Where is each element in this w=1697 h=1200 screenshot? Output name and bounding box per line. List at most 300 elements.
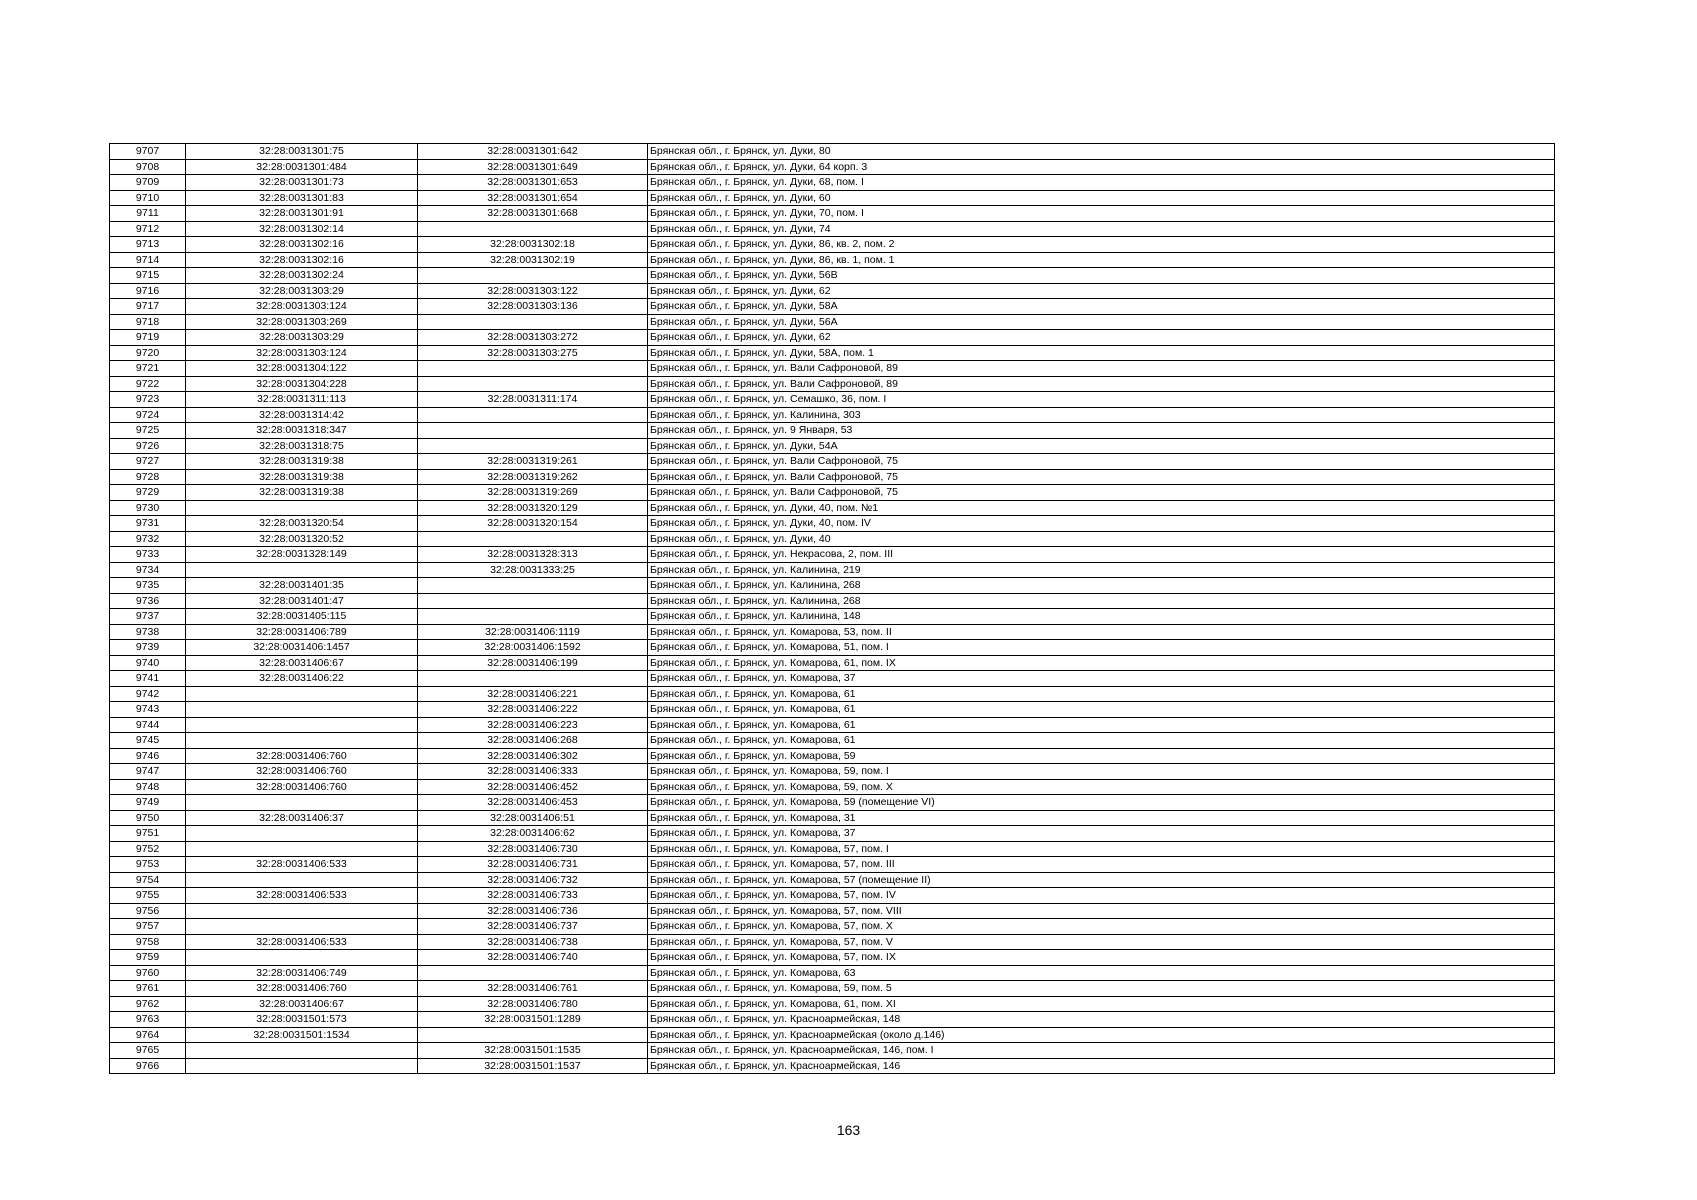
cadastral-number-cell (186, 1043, 418, 1059)
table-row (110, 717, 1555, 733)
address-cell: Брянская обл., г. Брянск, ул. Дуки, 40, пом. №1 (648, 500, 1555, 516)
cadastral-number-cell: 32:28:0031301:91 (186, 206, 418, 222)
row-number-cell: 9735 (110, 578, 186, 594)
row-number-cell: 9723 (110, 392, 186, 408)
cadastral-number-cell: 32:28:0031406:760 (186, 981, 418, 997)
object-cadastral-number-cell (418, 531, 648, 547)
address-cell: Брянская обл., г. Брянск, ул. Комарова, 57, пом. X (648, 919, 1555, 935)
object-cadastral-number-cell (418, 671, 648, 687)
table-row (110, 779, 1555, 795)
row-number-cell: 9766 (110, 1058, 186, 1074)
row-number-cell: 9758 (110, 934, 186, 950)
address-cell: Брянская обл., г. Брянск, ул. Комарова, 61 (648, 717, 1555, 733)
table-row (110, 1043, 1555, 1059)
row-number-cell: 9742 (110, 686, 186, 702)
row-number-cell: 9725 (110, 423, 186, 439)
address-cell: Брянская обл., г. Брянск, ул. 9 Января, 53 (648, 423, 1555, 439)
row-number-cell: 9709 (110, 175, 186, 191)
object-cadastral-number-cell: 32:28:0031303:275 (418, 345, 648, 361)
page-number: 163 (836, 1122, 861, 1138)
table-row (110, 330, 1555, 346)
cadastral-number-cell: 32:28:0031401:35 (186, 578, 418, 594)
cadastral-number-cell: 32:28:0031406:760 (186, 764, 418, 780)
row-number-cell: 9734 (110, 562, 186, 578)
row-number-cell: 9731 (110, 516, 186, 532)
row-number-cell: 9720 (110, 345, 186, 361)
cadastral-number-cell: 32:28:0031301:484 (186, 159, 418, 175)
table-row (110, 609, 1555, 625)
object-cadastral-number-cell: 32:28:0031406:1119 (418, 624, 648, 640)
object-cadastral-number-cell: 32:28:0031406:730 (418, 841, 648, 857)
registry-table-body (110, 144, 1555, 1074)
object-cadastral-number-cell (418, 314, 648, 330)
cadastral-number-cell: 32:28:0031406:533 (186, 934, 418, 950)
table-row (110, 826, 1555, 842)
row-number-cell: 9749 (110, 795, 186, 811)
row-number-cell: 9746 (110, 748, 186, 764)
object-cadastral-number-cell (418, 965, 648, 981)
cadastral-number-cell (186, 733, 418, 749)
address-cell: Брянская обл., г. Брянск, ул. Дуки, 62 (648, 330, 1555, 346)
cadastral-number-cell: 32:28:0031319:38 (186, 469, 418, 485)
table-row (110, 407, 1555, 423)
object-cadastral-number-cell (418, 221, 648, 237)
object-cadastral-number-cell: 32:28:0031319:262 (418, 469, 648, 485)
object-cadastral-number-cell (418, 407, 648, 423)
object-cadastral-number-cell: 32:28:0031406:222 (418, 702, 648, 718)
object-cadastral-number-cell: 32:28:0031406:731 (418, 857, 648, 873)
table-row (110, 423, 1555, 439)
row-number-cell: 9751 (110, 826, 186, 842)
table-row (110, 252, 1555, 268)
address-cell: Брянская обл., г. Брянск, ул. Дуки, 70, пом. I (648, 206, 1555, 222)
object-cadastral-number-cell: 32:28:0031328:313 (418, 547, 648, 563)
address-cell: Брянская обл., г. Брянск, ул. Красноармейская, 148 (648, 1012, 1555, 1028)
address-cell: Брянская обл., г. Брянск, ул. Некрасова, 2, пом. III (648, 547, 1555, 563)
object-cadastral-number-cell: 32:28:0031303:136 (418, 299, 648, 315)
object-cadastral-number-cell: 32:28:0031406:268 (418, 733, 648, 749)
object-cadastral-number-cell: 32:28:0031319:269 (418, 485, 648, 501)
table-row (110, 531, 1555, 547)
cadastral-number-cell: 32:28:0031301:75 (186, 144, 418, 160)
row-number-cell: 9752 (110, 841, 186, 857)
cadastral-number-cell: 32:28:0031401:47 (186, 593, 418, 609)
address-cell: Брянская обл., г. Брянск, ул. Комарова, 59 (помещение VI) (648, 795, 1555, 811)
address-cell: Брянская обл., г. Брянск, ул. Комарова, 57, пом. V (648, 934, 1555, 950)
object-cadastral-number-cell: 32:28:0031406:452 (418, 779, 648, 795)
row-number-cell: 9716 (110, 283, 186, 299)
address-cell: Брянская обл., г. Брянск, ул. Дуки, 40, пом. IV (648, 516, 1555, 532)
object-cadastral-number-cell: 32:28:0031406:761 (418, 981, 648, 997)
table-row (110, 671, 1555, 687)
address-cell: Брянская обл., г. Брянск, ул. Вали Сафроновой, 75 (648, 485, 1555, 501)
row-number-cell: 9748 (110, 779, 186, 795)
table-row (110, 578, 1555, 594)
registry-table (109, 143, 1555, 1074)
row-number-cell: 9744 (110, 717, 186, 733)
table-row (110, 934, 1555, 950)
object-cadastral-number-cell (418, 423, 648, 439)
row-number-cell: 9763 (110, 1012, 186, 1028)
cadastral-number-cell: 32:28:0031328:149 (186, 547, 418, 563)
row-number-cell: 9729 (110, 485, 186, 501)
table-row (110, 593, 1555, 609)
object-cadastral-number-cell: 32:28:0031301:654 (418, 190, 648, 206)
cadastral-number-cell (186, 903, 418, 919)
cadastral-number-cell: 32:28:0031303:124 (186, 299, 418, 315)
object-cadastral-number-cell: 32:28:0031406:736 (418, 903, 648, 919)
table-row (110, 345, 1555, 361)
object-cadastral-number-cell: 32:28:0031333:25 (418, 562, 648, 578)
object-cadastral-number-cell: 32:28:0031301:653 (418, 175, 648, 191)
object-cadastral-number-cell: 32:28:0031406:223 (418, 717, 648, 733)
table-row (110, 485, 1555, 501)
cadastral-number-cell: 32:28:0031405:115 (186, 609, 418, 625)
cadastral-number-cell (186, 826, 418, 842)
row-number-cell: 9737 (110, 609, 186, 625)
row-number-cell: 9754 (110, 872, 186, 888)
table-row (110, 562, 1555, 578)
object-cadastral-number-cell: 32:28:0031406:780 (418, 996, 648, 1012)
table-row (110, 810, 1555, 826)
cadastral-number-cell: 32:28:0031406:67 (186, 655, 418, 671)
table-row (110, 624, 1555, 640)
cadastral-number-cell (186, 562, 418, 578)
table-row (110, 392, 1555, 408)
row-number-cell: 9718 (110, 314, 186, 330)
row-number-cell: 9750 (110, 810, 186, 826)
row-number-cell: 9717 (110, 299, 186, 315)
object-cadastral-number-cell: 32:28:0031302:18 (418, 237, 648, 253)
row-number-cell: 9707 (110, 144, 186, 160)
table-row (110, 640, 1555, 656)
address-cell: Брянская обл., г. Брянск, ул. Дуки, 64 корп. 3 (648, 159, 1555, 175)
address-cell: Брянская обл., г. Брянск, ул. Комарова, 57, пом. I (648, 841, 1555, 857)
table-row (110, 841, 1555, 857)
table-row (110, 903, 1555, 919)
table-row (110, 686, 1555, 702)
address-cell: Брянская обл., г. Брянск, ул. Калинина, 303 (648, 407, 1555, 423)
cadastral-number-cell (186, 950, 418, 966)
cadastral-number-cell (186, 702, 418, 718)
address-cell: Брянская обл., г. Брянск, ул. Вали Сафроновой, 89 (648, 376, 1555, 392)
object-cadastral-number-cell (418, 578, 648, 594)
table-row (110, 268, 1555, 284)
address-cell: Брянская обл., г. Брянск, ул. Красноармейская (около д.146) (648, 1027, 1555, 1043)
table-row (110, 376, 1555, 392)
cadastral-number-cell: 32:28:0031303:29 (186, 283, 418, 299)
table-row (110, 500, 1555, 516)
cadastral-number-cell (186, 795, 418, 811)
cadastral-number-cell: 32:28:0031406:533 (186, 857, 418, 873)
row-number-cell: 9715 (110, 268, 186, 284)
object-cadastral-number-cell: 32:28:0031302:19 (418, 252, 648, 268)
object-cadastral-number-cell (418, 609, 648, 625)
object-cadastral-number-cell: 32:28:0031303:122 (418, 283, 648, 299)
row-number-cell: 9755 (110, 888, 186, 904)
address-cell: Брянская обл., г. Брянск, ул. Красноармейская, 146, пом. I (648, 1043, 1555, 1059)
address-cell: Брянская обл., г. Брянск, ул. Комарова, 61 (648, 686, 1555, 702)
cadastral-number-cell: 32:28:0031301:73 (186, 175, 418, 191)
table-row (110, 144, 1555, 160)
cadastral-number-cell: 32:28:0031304:228 (186, 376, 418, 392)
address-cell: Брянская обл., г. Брянск, ул. Комарова, 57, пом. IV (648, 888, 1555, 904)
row-number-cell: 9762 (110, 996, 186, 1012)
table-row (110, 702, 1555, 718)
cadastral-number-cell: 32:28:0031302:24 (186, 268, 418, 284)
table-row (110, 190, 1555, 206)
cadastral-number-cell: 32:28:0031304:122 (186, 361, 418, 377)
cadastral-number-cell: 32:28:0031406:22 (186, 671, 418, 687)
address-cell: Брянская обл., г. Брянск, ул. Дуки, 74 (648, 221, 1555, 237)
table-row (110, 469, 1555, 485)
address-cell: Брянская обл., г. Брянск, ул. Комарова, 59 (648, 748, 1555, 764)
address-cell: Брянская обл., г. Брянск, ул. Дуки, 80 (648, 144, 1555, 160)
table-row (110, 314, 1555, 330)
row-number-cell: 9722 (110, 376, 186, 392)
object-cadastral-number-cell (418, 593, 648, 609)
object-cadastral-number-cell: 32:28:0031301:642 (418, 144, 648, 160)
object-cadastral-number-cell (418, 361, 648, 377)
row-number-cell: 9708 (110, 159, 186, 175)
cadastral-number-cell: 32:28:0031501:1534 (186, 1027, 418, 1043)
object-cadastral-number-cell: 32:28:0031311:174 (418, 392, 648, 408)
row-number-cell: 9730 (110, 500, 186, 516)
object-cadastral-number-cell: 32:28:0031406:453 (418, 795, 648, 811)
cadastral-number-cell: 32:28:0031406:533 (186, 888, 418, 904)
object-cadastral-number-cell: 32:28:0031406:302 (418, 748, 648, 764)
row-number-cell: 9736 (110, 593, 186, 609)
address-cell: Брянская обл., г. Брянск, ул. Дуки, 54А (648, 438, 1555, 454)
address-cell: Брянская обл., г. Брянск, ул. Комарова, 57, пом. IX (648, 950, 1555, 966)
row-number-cell: 9753 (110, 857, 186, 873)
cadastral-number-cell (186, 686, 418, 702)
table-row (110, 996, 1555, 1012)
object-cadastral-number-cell: 32:28:0031406:199 (418, 655, 648, 671)
table-row (110, 795, 1555, 811)
address-cell: Брянская обл., г. Брянск, ул. Калинина, 219 (648, 562, 1555, 578)
address-cell: Брянская обл., г. Брянск, ул. Комарова, 63 (648, 965, 1555, 981)
object-cadastral-number-cell: 32:28:0031320:154 (418, 516, 648, 532)
cadastral-number-cell: 32:28:0031303:29 (186, 330, 418, 346)
table-row (110, 950, 1555, 966)
table-row (110, 1058, 1555, 1074)
table-row (110, 299, 1555, 315)
cadastral-number-cell: 32:28:0031406:760 (186, 748, 418, 764)
address-cell: Брянская обл., г. Брянск, ул. Комарова, 59, пом. X (648, 779, 1555, 795)
address-cell: Брянская обл., г. Брянск, ул. Комарова, 61, пом. IX (648, 655, 1555, 671)
table-row (110, 872, 1555, 888)
row-number-cell: 9745 (110, 733, 186, 749)
row-number-cell: 9741 (110, 671, 186, 687)
object-cadastral-number-cell: 32:28:0031501:1535 (418, 1043, 648, 1059)
row-number-cell: 9726 (110, 438, 186, 454)
cadastral-number-cell: 32:28:0031320:54 (186, 516, 418, 532)
row-number-cell: 9765 (110, 1043, 186, 1059)
row-number-cell: 9714 (110, 252, 186, 268)
object-cadastral-number-cell: 32:28:0031406:333 (418, 764, 648, 780)
address-cell: Брянская обл., г. Брянск, ул. Комарова, 53, пом. II (648, 624, 1555, 640)
row-number-cell: 9757 (110, 919, 186, 935)
address-cell: Брянская обл., г. Брянск, ул. Комарова, 37 (648, 671, 1555, 687)
address-cell: Брянская обл., г. Брянск, ул. Дуки, 86, кв. 2, пом. 2 (648, 237, 1555, 253)
object-cadastral-number-cell (418, 438, 648, 454)
row-number-cell: 9747 (110, 764, 186, 780)
cadastral-number-cell: 32:28:0031318:75 (186, 438, 418, 454)
address-cell: Брянская обл., г. Брянск, ул. Комарова, 59, пом. 5 (648, 981, 1555, 997)
object-cadastral-number-cell: 32:28:0031406:733 (418, 888, 648, 904)
address-cell: Брянская обл., г. Брянск, ул. Вали Сафроновой, 89 (648, 361, 1555, 377)
row-number-cell: 9759 (110, 950, 186, 966)
table-row (110, 237, 1555, 253)
object-cadastral-number-cell: 32:28:0031406:737 (418, 919, 648, 935)
address-cell: Брянская обл., г. Брянск, ул. Дуки, 56А (648, 314, 1555, 330)
table-row (110, 438, 1555, 454)
row-number-cell: 9738 (110, 624, 186, 640)
address-cell: Брянская обл., г. Брянск, ул. Калинина, 268 (648, 593, 1555, 609)
table-row (110, 454, 1555, 470)
row-number-cell: 9761 (110, 981, 186, 997)
row-number-cell: 9743 (110, 702, 186, 718)
address-cell: Брянская обл., г. Брянск, ул. Дуки, 58А (648, 299, 1555, 315)
address-cell: Брянская обл., г. Брянск, ул. Красноармейская, 146 (648, 1058, 1555, 1074)
table-row (110, 857, 1555, 873)
cadastral-number-cell: 32:28:0031303:124 (186, 345, 418, 361)
address-cell: Брянская обл., г. Брянск, ул. Дуки, 68, пом. I (648, 175, 1555, 191)
address-cell: Брянская обл., г. Брянск, ул. Комарова, 59, пом. I (648, 764, 1555, 780)
cadastral-number-cell: 32:28:0031302:14 (186, 221, 418, 237)
cadastral-number-cell: 32:28:0031318:347 (186, 423, 418, 439)
address-cell: Брянская обл., г. Брянск, ул. Комарова, 57, пом. III (648, 857, 1555, 873)
cadastral-number-cell (186, 1058, 418, 1074)
address-cell: Брянская обл., г. Брянск, ул. Семашко, 36, пом. I (648, 392, 1555, 408)
address-cell: Брянская обл., г. Брянск, ул. Комарова, 57 (помещение II) (648, 872, 1555, 888)
row-number-cell: 9740 (110, 655, 186, 671)
address-cell: Брянская обл., г. Брянск, ул. Вали Сафроновой, 75 (648, 454, 1555, 470)
table-row (110, 1027, 1555, 1043)
row-number-cell: 9710 (110, 190, 186, 206)
object-cadastral-number-cell: 32:28:0031406:221 (418, 686, 648, 702)
cadastral-number-cell (186, 872, 418, 888)
object-cadastral-number-cell (418, 268, 648, 284)
object-cadastral-number-cell: 32:28:0031406:738 (418, 934, 648, 950)
table-row (110, 748, 1555, 764)
address-cell: Брянская обл., г. Брянск, ул. Дуки, 60 (648, 190, 1555, 206)
table-row (110, 919, 1555, 935)
cadastral-number-cell: 32:28:0031406:760 (186, 779, 418, 795)
object-cadastral-number-cell: 32:28:0031301:668 (418, 206, 648, 222)
row-number-cell: 9727 (110, 454, 186, 470)
table-row (110, 206, 1555, 222)
object-cadastral-number-cell: 32:28:0031406:62 (418, 826, 648, 842)
object-cadastral-number-cell: 32:28:0031301:649 (418, 159, 648, 175)
object-cadastral-number-cell: 32:28:0031406:51 (418, 810, 648, 826)
table-row (110, 733, 1555, 749)
cadastral-number-cell: 32:28:0031319:38 (186, 454, 418, 470)
cadastral-number-cell: 32:28:0031406:749 (186, 965, 418, 981)
object-cadastral-number-cell: 32:28:0031406:1592 (418, 640, 648, 656)
table-row (110, 981, 1555, 997)
cadastral-number-cell: 32:28:0031320:52 (186, 531, 418, 547)
cadastral-number-cell: 32:28:0031302:16 (186, 252, 418, 268)
cadastral-number-cell (186, 841, 418, 857)
table-row (110, 655, 1555, 671)
object-cadastral-number-cell: 32:28:0031320:129 (418, 500, 648, 516)
object-cadastral-number-cell: 32:28:0031406:732 (418, 872, 648, 888)
address-cell: Брянская обл., г. Брянск, ул. Комарова, 51, пом. I (648, 640, 1555, 656)
cadastral-number-cell: 32:28:0031302:16 (186, 237, 418, 253)
row-number-cell: 9732 (110, 531, 186, 547)
cadastral-number-cell (186, 919, 418, 935)
row-number-cell: 9719 (110, 330, 186, 346)
address-cell: Брянская обл., г. Брянск, ул. Комарова, 61 (648, 733, 1555, 749)
address-cell: Брянская обл., г. Брянск, ул. Комарова, 61 (648, 702, 1555, 718)
object-cadastral-number-cell: 32:28:0031319:261 (418, 454, 648, 470)
row-number-cell: 9721 (110, 361, 186, 377)
table-row (110, 221, 1555, 237)
object-cadastral-number-cell: 32:28:0031501:1537 (418, 1058, 648, 1074)
address-cell: Брянская обл., г. Брянск, ул. Дуки, 58А, пом. 1 (648, 345, 1555, 361)
row-number-cell: 9724 (110, 407, 186, 423)
row-number-cell: 9764 (110, 1027, 186, 1043)
cadastral-number-cell: 32:28:0031406:67 (186, 996, 418, 1012)
address-cell: Брянская обл., г. Брянск, ул. Комарова, 57, пом. VIII (648, 903, 1555, 919)
cadastral-number-cell: 32:28:0031314:42 (186, 407, 418, 423)
address-cell: Брянская обл., г. Брянск, ул. Дуки, 86, кв. 1, пом. 1 (648, 252, 1555, 268)
address-cell: Брянская обл., г. Брянск, ул. Комарова, 61, пом. XI (648, 996, 1555, 1012)
cadastral-number-cell (186, 500, 418, 516)
row-number-cell: 9713 (110, 237, 186, 253)
object-cadastral-number-cell: 32:28:0031406:740 (418, 950, 648, 966)
table-row (110, 1012, 1555, 1028)
table-row (110, 547, 1555, 563)
cadastral-number-cell: 32:28:0031319:38 (186, 485, 418, 501)
table-row (110, 764, 1555, 780)
table-row (110, 159, 1555, 175)
cadastral-number-cell: 32:28:0031406:789 (186, 624, 418, 640)
cadastral-number-cell (186, 717, 418, 733)
row-number-cell: 9712 (110, 221, 186, 237)
address-cell: Брянская обл., г. Брянск, ул. Дуки, 56В (648, 268, 1555, 284)
object-cadastral-number-cell (418, 376, 648, 392)
cadastral-number-cell: 32:28:0031303:269 (186, 314, 418, 330)
table-row (110, 283, 1555, 299)
address-cell: Брянская обл., г. Брянск, ул. Калинина, 148 (648, 609, 1555, 625)
row-number-cell: 9756 (110, 903, 186, 919)
row-number-cell: 9728 (110, 469, 186, 485)
table-row (110, 888, 1555, 904)
address-cell: Брянская обл., г. Брянск, ул. Калинина, 268 (648, 578, 1555, 594)
row-number-cell: 9711 (110, 206, 186, 222)
address-cell: Брянская обл., г. Брянск, ул. Комарова, 37 (648, 826, 1555, 842)
object-cadastral-number-cell (418, 1027, 648, 1043)
row-number-cell: 9760 (110, 965, 186, 981)
cadastral-number-cell: 32:28:0031406:37 (186, 810, 418, 826)
table-row (110, 361, 1555, 377)
address-cell: Брянская обл., г. Брянск, ул. Дуки, 40 (648, 531, 1555, 547)
row-number-cell: 9739 (110, 640, 186, 656)
table-row (110, 516, 1555, 532)
cadastral-number-cell: 32:28:0031301:83 (186, 190, 418, 206)
object-cadastral-number-cell: 32:28:0031303:272 (418, 330, 648, 346)
address-cell: Брянская обл., г. Брянск, ул. Комарова, 31 (648, 810, 1555, 826)
object-cadastral-number-cell: 32:28:0031501:1289 (418, 1012, 648, 1028)
cadastral-number-cell: 32:28:0031406:1457 (186, 640, 418, 656)
address-cell: Брянская обл., г. Брянск, ул. Вали Сафроновой, 75 (648, 469, 1555, 485)
cadastral-number-cell: 32:28:0031501:573 (186, 1012, 418, 1028)
table-row (110, 175, 1555, 191)
table-row (110, 965, 1555, 981)
